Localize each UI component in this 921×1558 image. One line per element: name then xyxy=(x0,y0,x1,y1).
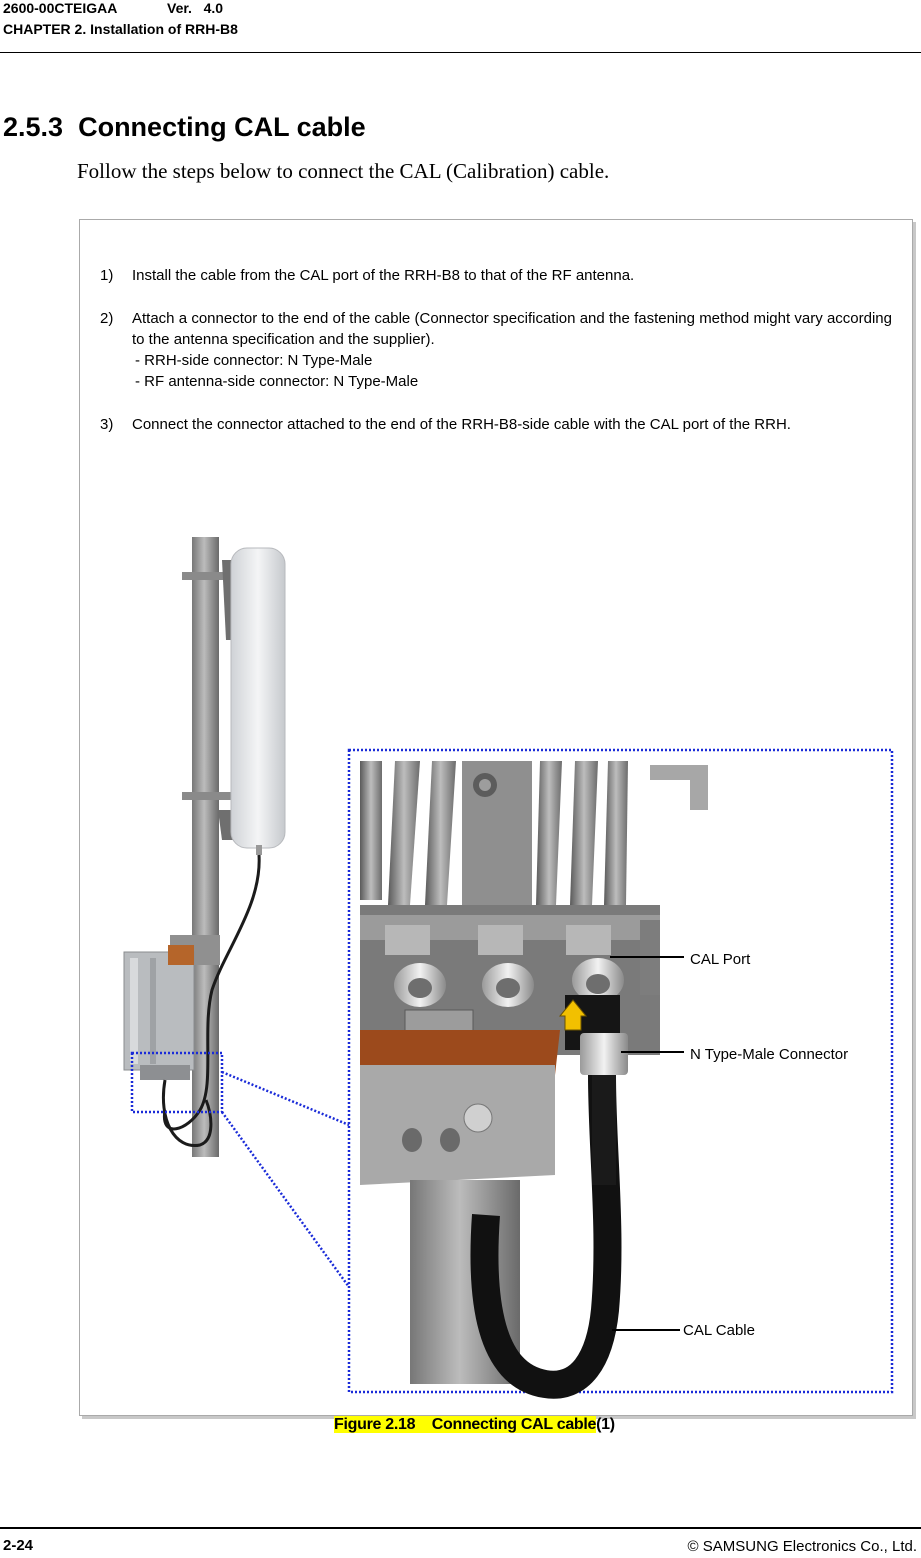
doc-code: 2600-00CTEIGAA xyxy=(3,0,118,16)
copyright: © SAMSUNG Electronics Co., Ltd. xyxy=(687,1538,917,1555)
section-intro: Follow the steps below to connect the CAL (Calibration) cable. xyxy=(77,159,610,183)
n-type-male-connector xyxy=(580,1033,628,1075)
page-number: 2-24 xyxy=(3,1537,34,1554)
step-number: 3) xyxy=(100,416,114,433)
mounting-bracket xyxy=(360,1065,555,1185)
chapter-title: CHAPTER 2. Installation of RRH-B8 xyxy=(3,21,238,37)
caption-label: Figure 2.18 Connecting CAL cable xyxy=(334,1416,597,1433)
caption-suffix: (1) xyxy=(596,1416,615,1433)
detail-view xyxy=(360,761,708,1385)
step-sub-item: - RF antenna-side connector: N Type-Male xyxy=(135,373,419,390)
step-text: Attach a connector to the end of the cable (Connector specification and the fastening method might vary according to the antenna specification and the supplier). xyxy=(132,310,892,348)
section-title: Connecting CAL cable xyxy=(78,112,366,142)
zoom-leader-top xyxy=(222,1072,349,1125)
mounting-pole xyxy=(192,537,219,1157)
cal-cable-label: CAL Cable xyxy=(683,1322,755,1339)
doc-version: Ver. 4.0 xyxy=(167,0,224,16)
footer-rule xyxy=(0,1527,921,1529)
step-number: 2) xyxy=(100,310,114,327)
section-number: 2.5.3 xyxy=(3,112,64,142)
cal-port-label: CAL Port xyxy=(690,951,751,968)
step-sub-item: - RRH-side connector: N Type-Male xyxy=(135,352,373,369)
step-text: Connect the connector attached to the end of the RRH-B8-side cable with the CAL port of the RRH. xyxy=(132,416,791,433)
step-text: Install the cable from the CAL port of the RRH-B8 to that of the RF antenna. xyxy=(132,267,635,284)
step-number: 1) xyxy=(100,267,114,284)
n-type-label: N Type-Male Connector xyxy=(690,1046,849,1063)
zoom-leader-bottom xyxy=(222,1112,349,1287)
figure-caption xyxy=(334,1416,615,1434)
